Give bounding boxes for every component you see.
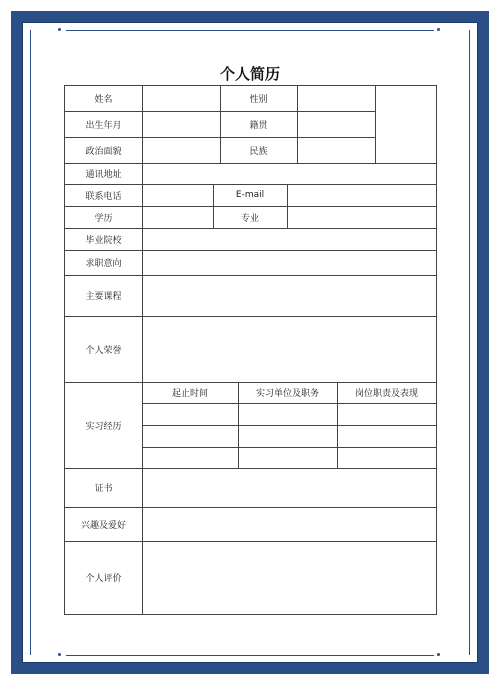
label-job-intention: 求职意向 <box>85 259 122 269</box>
label-self-evaluation: 个人评价 <box>85 574 122 584</box>
label-name: 姓名 <box>94 95 113 105</box>
frame-ornament <box>58 653 61 656</box>
internship-header-duties: 岗位职责及表现 <box>354 389 418 399</box>
label-internship: 实习经历 <box>85 421 122 432</box>
label-phone: 联系电话 <box>85 191 122 202</box>
label-address: 通讯地址 <box>85 170 122 180</box>
page-title: 个人简历 <box>219 65 280 83</box>
label-birth: 出生年月 <box>85 120 122 131</box>
label-major: 专业 <box>240 213 259 224</box>
label-gender: 性别 <box>249 95 268 105</box>
label-certificates: 证书 <box>94 484 113 494</box>
label-main-courses: 主要课程 <box>85 292 122 302</box>
label-ethnicity: 民族 <box>249 146 268 157</box>
label-political-status: 政治面貌 <box>85 146 122 157</box>
label-honors: 个人荣誉 <box>85 345 122 356</box>
label-school: 毕业院校 <box>85 235 122 246</box>
internship-header-company-role: 实习单位及职务 <box>255 389 319 399</box>
label-email: E-mail <box>235 190 265 200</box>
frame-top-line <box>66 30 434 31</box>
resume-form <box>64 85 437 615</box>
frame-ornament <box>437 653 440 656</box>
label-education: 学历 <box>94 213 113 224</box>
frame-ornament <box>437 28 440 31</box>
label-hobbies: 兴趣及爱好 <box>80 520 126 531</box>
label-native-place: 籍贯 <box>249 120 268 131</box>
internship-header-period: 起止时间 <box>171 389 208 399</box>
frame-bottom-line <box>66 655 434 656</box>
frame-ornament <box>58 28 61 31</box>
